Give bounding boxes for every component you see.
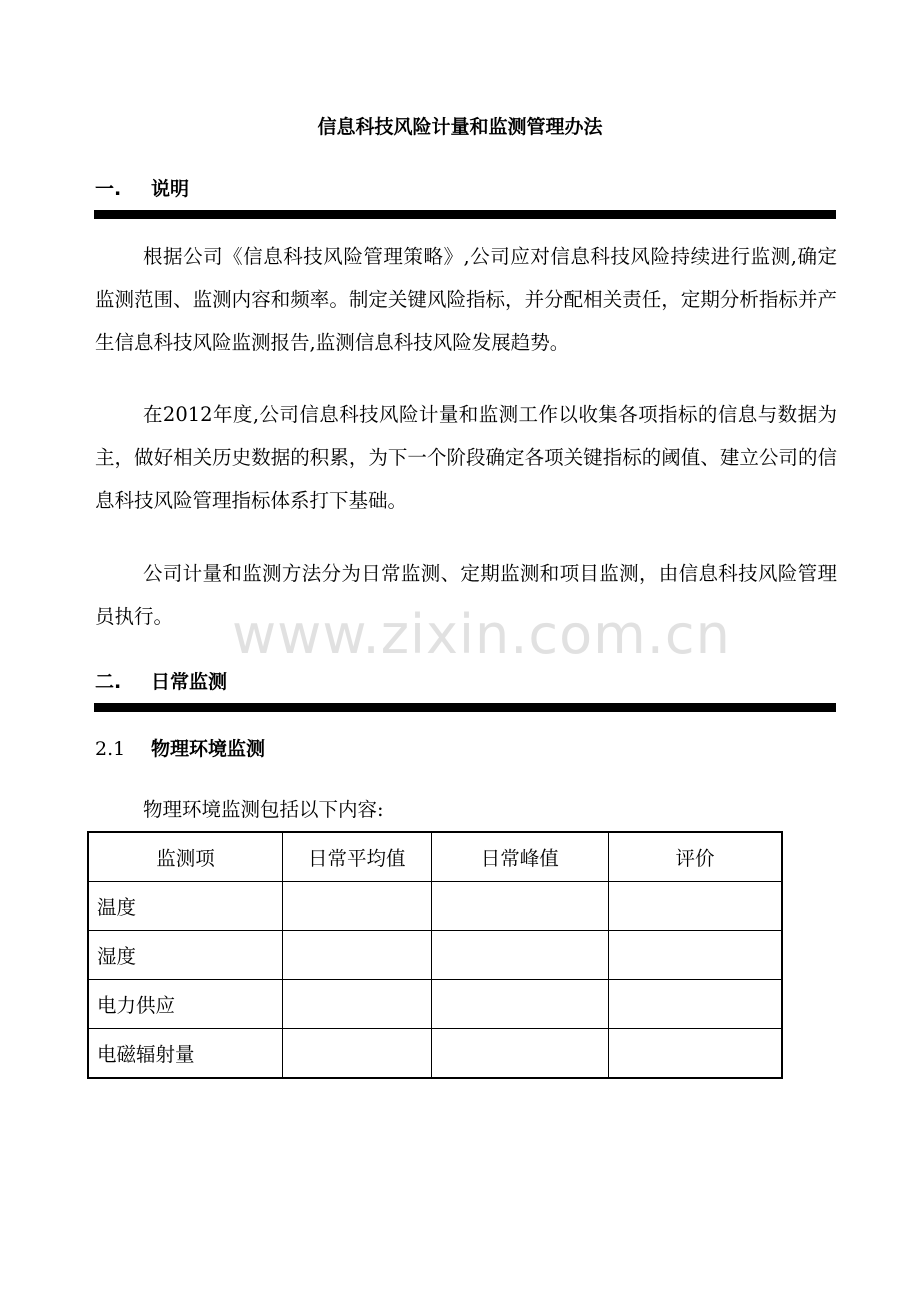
paragraph: 公司计量和监测方法分为日常监测、定期监测和项目监测，由信息科技风险管理员执行。	[95, 562, 837, 628]
table-row	[88, 1029, 782, 1079]
section-title: 说明	[151, 178, 190, 200]
table-cell	[431, 980, 608, 1029]
section-number: 二.	[95, 671, 122, 693]
table-cell: 电力供应	[88, 980, 282, 1029]
header-cell: 监测项	[88, 832, 282, 882]
header-cell: 评价	[608, 832, 782, 882]
table-cell: 电磁辐射量	[88, 1029, 282, 1079]
table-row	[88, 980, 782, 1029]
table-intro: 物理环境监测包括以下内容:	[143, 798, 384, 821]
table-cell	[282, 882, 431, 931]
table-row	[88, 931, 782, 980]
subsection-heading	[95, 734, 265, 761]
section-divider	[94, 703, 836, 712]
table-header-row	[88, 832, 782, 882]
subsection-title: 物理环境监测	[151, 738, 266, 760]
table-cell	[608, 931, 782, 980]
table-cell: 温度	[88, 882, 282, 931]
section-title: 日常监测	[151, 671, 228, 693]
table-cell	[431, 1029, 608, 1079]
table-cell	[282, 931, 431, 980]
watermark: www.zixin.com.cn	[232, 603, 731, 666]
table-cell	[608, 882, 782, 931]
paragraph: 在2012年度,公司信息科技风险计量和监测工作以收集各项指标的信息与数据为主，做好相关历史数据的积累，为下一个阶段确定各项关键指标的阈值、建立公司的信息科技风险管理指标体系打下基础。	[95, 403, 837, 512]
monitoring-table	[87, 831, 783, 1079]
section-number: 一.	[95, 178, 122, 200]
document-title: 信息科技风险计量和监测管理办法	[317, 116, 603, 138]
paragraph: 根据公司《信息科技风险管理策略》,公司应对信息科技风险持续进行监测,确定监测范围、监测内容和频率。制定关键风险指标，并分配相关责任，定期分析指标并产生信息科技风险监测报告,监测信息科技风险发展趋势。	[95, 245, 837, 354]
table-row	[88, 882, 782, 931]
table-cell	[282, 1029, 431, 1079]
table-cell	[608, 1029, 782, 1079]
subsection-number: 2.1	[95, 738, 126, 760]
section-divider	[94, 210, 836, 219]
header-cell: 日常平均值	[282, 832, 431, 882]
table-cell	[608, 980, 782, 1029]
table-cell: 湿度	[88, 931, 282, 980]
table-cell	[431, 931, 608, 980]
section-heading-1	[95, 174, 189, 201]
table-cell	[282, 980, 431, 1029]
table-cell	[431, 882, 608, 931]
header-cell: 日常峰值	[431, 832, 608, 882]
section-heading-2	[95, 667, 227, 694]
